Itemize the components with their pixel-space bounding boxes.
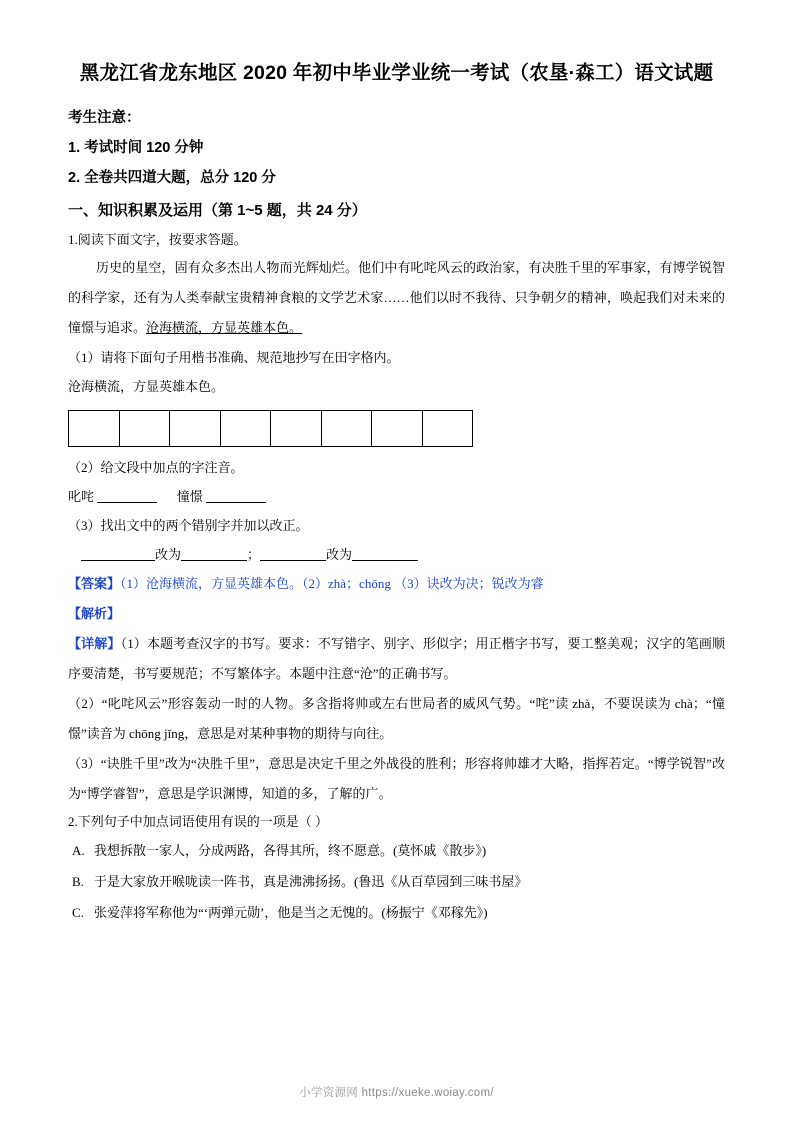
pinyin-answer-row <box>68 482 725 511</box>
pinyin-word-1: 叱咤 <box>68 489 95 504</box>
correction-blank-3[interactable] <box>260 546 326 561</box>
tianzige-cell <box>170 411 221 447</box>
question-1-sub-1-sentence: 沧海横流，方显英雄本色。 <box>68 379 225 394</box>
tianzige-cell <box>372 411 423 447</box>
page-title: 黑龙江省龙东地区 2020 年初中毕业学业统一考试（农垦·森工）语文试题 <box>79 62 714 84</box>
analysis-paragraph-1 <box>68 629 725 689</box>
analysis-paragraph-2: （2）“叱咤风云”形容轰动一时的人物。多含指将帅或左右世局者的威风气势。“咤”读 zhà，不要误读为 chà；“憧憬”读音为 chōng jǐng，意思是对某种事物的期待与向往。 <box>68 696 725 741</box>
question-1-passage <box>68 253 725 343</box>
answer-block <box>68 569 725 599</box>
answer-text: （1）沧海横流，方显英雄本色。（2）zhà；chōng （3）诀改为决；锐改为睿 <box>120 576 544 591</box>
correction-label-2: 改为 <box>326 547 353 562</box>
question-2-choice-b[interactable] <box>68 866 725 897</box>
tianzige-cell <box>271 411 322 447</box>
choice-text: 张爱萍将军称他为“‘两弹元勋’，他是当之无愧的。(杨振宁《邓稼先》) <box>94 905 488 920</box>
question-1-sub-1: （1）请将下面句子用楷书准确、规范地抄写在田字格内。 <box>68 350 400 365</box>
pinyin-blank-1[interactable] <box>97 488 157 503</box>
question-1-sub-2: （2）给文段中加点的字注音。 <box>68 460 244 475</box>
table-row <box>69 411 473 447</box>
detail-label: 【详解】 <box>68 636 121 651</box>
question-2-choice-a[interactable] <box>68 835 725 866</box>
tianzige-cell <box>321 411 372 447</box>
choice-letter: B. <box>72 874 84 889</box>
correction-separator: ； <box>247 547 261 562</box>
passage-underlined-text: 沧海横流，方显英雄本色。 <box>146 320 303 335</box>
section-heading: 一、知识积累及运用（第 1~5 题，共 24 分） <box>68 202 367 219</box>
question-2-choice-c[interactable] <box>68 897 725 928</box>
question-2-stem: 2.下列句子中加点词语使用有误的一项是（ ） <box>68 814 329 829</box>
notice-item-2: 2. 全卷共四道大题，总分 120 分 <box>68 170 276 186</box>
choice-letter: A. <box>72 843 85 858</box>
tianzige-cell <box>119 411 170 447</box>
tianzige-cell <box>220 411 271 447</box>
choice-text: 我想拆散一家人，分成两路，各得其所，终不愿意。(莫怀戚《散步》) <box>94 843 487 858</box>
question-1-stem: 1.阅读下面文字，按要求答题。 <box>68 232 247 247</box>
analysis-label: 【解析】 <box>68 606 121 621</box>
analysis-text-1: （1）本题考查汉字的书写。要求：不写错字、别字、形似字；用正楷字书写，要工整美观；汉字的笔画顺序要清楚，书写要规范；不写繁体字。本题中注意“沧”的正确书写。 <box>68 636 725 681</box>
tianzige-cell <box>69 411 120 447</box>
footer-site-name: 小学资源网 <box>299 1087 359 1099</box>
tianzige-cell <box>422 411 473 447</box>
footer-watermark <box>0 1084 793 1100</box>
analysis-label-block <box>68 599 725 629</box>
question-1-sub-3: （3）找出文中的两个错别字并加以改正。 <box>68 518 309 533</box>
notice-heading: 考生注意： <box>68 110 141 126</box>
choice-text: 于是大家放开喉咙读一阵书，真是沸沸扬扬。(鲁迅《从百草园到三味书屋》 <box>94 874 528 889</box>
choice-letter: C. <box>72 905 84 920</box>
correction-label-1: 改为 <box>155 547 182 562</box>
analysis-paragraph-3: （3）“诀胜千里”改为“决胜千里”，意思是决定千里之外战役的胜利；形容将帅雄才大略，指挥若定。“博学锐智”改为“博学睿智”，意思是学识渊博，知道的多，了解的广。 <box>68 756 725 801</box>
correction-answer-row <box>68 540 725 569</box>
tianzige-grid <box>68 410 473 447</box>
pinyin-blank-2[interactable] <box>206 488 266 503</box>
correction-blank-2[interactable] <box>181 546 247 561</box>
pinyin-word-2: 憧憬 <box>176 489 203 504</box>
passage-text: 历史的星空，固有众多杰出人物而光辉灿烂。他们中有叱咤风云的政治家，有决胜千里的军事家，有博学锐智的科学家，还有为人类奉献宝贵精神食粮的文学艺术家……他们以时不我待、只争朝夕的精神，唤起我们对未来的憧憬与追求。 <box>68 260 725 335</box>
correction-blank-1[interactable] <box>81 546 155 561</box>
answer-label: 【答案】 <box>68 576 121 591</box>
correction-blank-4[interactable] <box>352 546 418 561</box>
footer-url: https://xueke.woiay.com/ <box>361 1087 494 1099</box>
notice-item-1: 1. 考试时间 120 分钟 <box>68 140 204 156</box>
